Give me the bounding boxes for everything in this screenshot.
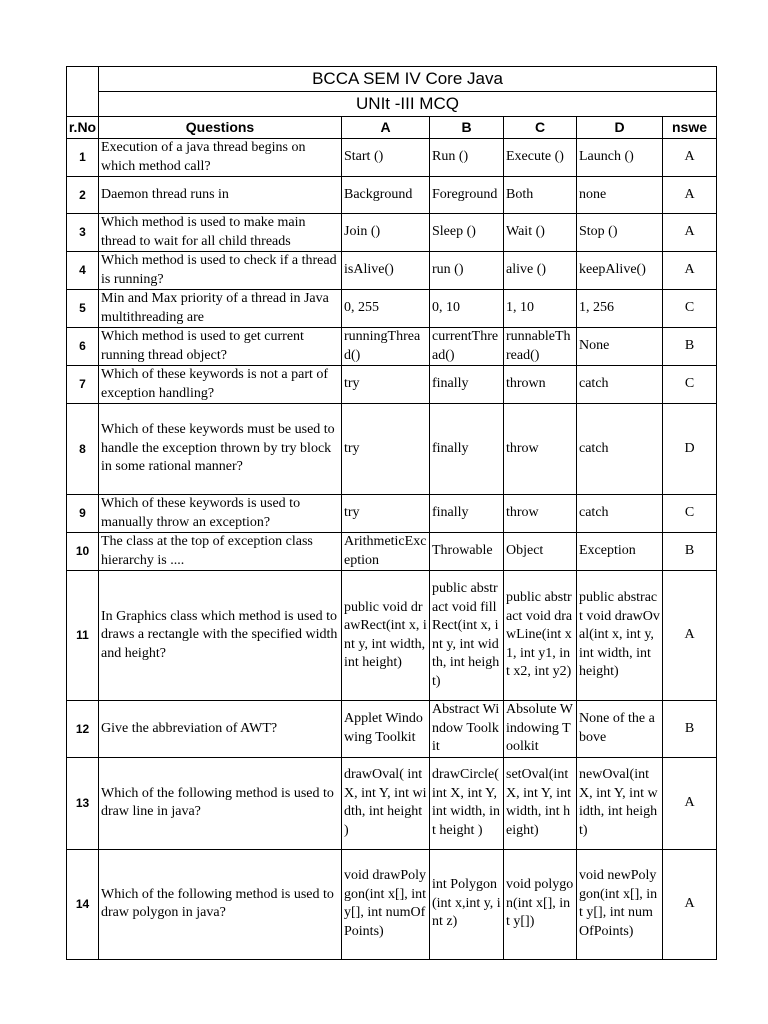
table-body [67,67,717,960]
question-text: Which of the following method is used to draw line in java? [99,757,342,849]
header-option-c: C [504,117,577,139]
option-c: void polygon(int x[], int y[]) [504,849,577,959]
question-text: Daemon thread runs in [99,177,342,214]
option-a: drawOval( int X, int Y, int width, int height ) [342,757,430,849]
option-c: 1, 10 [504,290,577,328]
option-d: Launch () [577,139,663,177]
table-row [67,571,717,701]
option-d: None [577,328,663,366]
question-text: Which of the following method is used to draw polygon in java? [99,849,342,959]
option-a: public void drawRect(int x, int y, int width, int height) [342,571,430,701]
option-b: finally [430,404,504,495]
answer-key: A [663,139,717,177]
option-b: Throwable [430,533,504,571]
answer-key: B [663,533,717,571]
header-option-a: A [342,117,430,139]
option-c: Object [504,533,577,571]
question-number: 3 [67,214,99,252]
question-number: 9 [67,495,99,533]
option-c: Wait () [504,214,577,252]
option-b: Foreground [430,177,504,214]
option-c: Execute () [504,139,577,177]
question-number: 4 [67,252,99,290]
question-number: 7 [67,366,99,404]
table-row [67,139,717,177]
answer-key: B [663,701,717,758]
table-row [67,757,717,849]
answer-key: C [663,290,717,328]
answer-key: A [663,177,717,214]
table-row [67,533,717,571]
question-number: 5 [67,290,99,328]
option-a: Start () [342,139,430,177]
header-row [67,117,717,139]
question-number: 10 [67,533,99,571]
option-d: newOval(int X, int Y, int width, int height) [577,757,663,849]
answer-key: A [663,252,717,290]
header-answer: nswe [663,117,717,139]
option-a: isAlive() [342,252,430,290]
option-b: 0, 10 [430,290,504,328]
sheet-title: BCCA SEM IV Core Java [99,67,717,92]
option-b: drawCircle( int X, int Y, int width, int height ) [430,757,504,849]
option-b: Run () [430,139,504,177]
option-b: public abstract void fillRect(int x, int y, int width, int height) [430,571,504,701]
question-text: In Graphics class which method is used to draws a rectangle with the specified width and height? [99,571,342,701]
question-number: 8 [67,404,99,495]
option-a: Applet Windowing Toolkit [342,701,430,758]
option-d: none [577,177,663,214]
question-number: 1 [67,139,99,177]
question-number: 13 [67,757,99,849]
option-a: try [342,404,430,495]
answer-key: B [663,328,717,366]
table-row [67,404,717,495]
option-c: thrown [504,366,577,404]
option-d: catch [577,366,663,404]
option-a: 0, 255 [342,290,430,328]
option-c: Both [504,177,577,214]
table-row [67,701,717,758]
option-d: 1, 256 [577,290,663,328]
option-b: run () [430,252,504,290]
option-c: runnableThread() [504,328,577,366]
option-c: Absolute Windowing Toolkit [504,701,577,758]
option-a: Background [342,177,430,214]
question-number: 14 [67,849,99,959]
option-d: void newPolygon(int x[], int y[], int numOfPoints) [577,849,663,959]
option-d: None of the above [577,701,663,758]
answer-key: A [663,214,717,252]
question-text: The class at the top of exception class hierarchy is .... [99,533,342,571]
question-text: Which of these keywords is used to manually throw an exception? [99,495,342,533]
question-text: Execution of a java thread begins on which method call? [99,139,342,177]
sheet-subtitle: UNIt -III MCQ [99,92,717,117]
table-row [67,252,717,290]
question-text: Which method is used to get current running thread object? [99,328,342,366]
header-srno: r.No [67,117,99,139]
answer-key: A [663,757,717,849]
question-number: 11 [67,571,99,701]
option-a: try [342,495,430,533]
table-row [67,177,717,214]
option-c: alive () [504,252,577,290]
option-d: keepAlive() [577,252,663,290]
table-row [67,214,717,252]
option-b: Abstract Window Toolkit [430,701,504,758]
option-a: try [342,366,430,404]
answer-key: D [663,404,717,495]
title-row-2 [67,92,717,117]
table-row [67,849,717,959]
header-option-d: D [577,117,663,139]
option-b: currentThread() [430,328,504,366]
answer-key: C [663,495,717,533]
option-c: throw [504,495,577,533]
option-b: int Polygon(int x,int y, int z) [430,849,504,959]
option-a: Join () [342,214,430,252]
option-c: setOval(int X, int Y, int width, int height) [504,757,577,849]
table-row [67,328,717,366]
option-d: public abstract void drawOval(int x, int y, int width, int height) [577,571,663,701]
title-blank-cell [67,67,99,117]
answer-key: C [663,366,717,404]
option-b: Sleep () [430,214,504,252]
option-d: Stop () [577,214,663,252]
option-d: catch [577,495,663,533]
option-b: finally [430,366,504,404]
option-d: Exception [577,533,663,571]
answer-key: A [663,571,717,701]
mcq-table [66,66,717,960]
title-row-1 [67,67,717,92]
option-a: runningThread() [342,328,430,366]
answer-key: A [663,849,717,959]
option-c: public abstract void drawLine(int x1, int y1, int x2, int y2) [504,571,577,701]
question-number: 2 [67,177,99,214]
question-text: Min and Max priority of a thread in Java multithreading are [99,290,342,328]
table-row [67,495,717,533]
question-text: Which method is used to check if a thread is running? [99,252,342,290]
table-row [67,366,717,404]
option-d: catch [577,404,663,495]
header-option-b: B [430,117,504,139]
option-a: ArithmeticException [342,533,430,571]
option-b: finally [430,495,504,533]
header-questions: Questions [99,117,342,139]
option-c: throw [504,404,577,495]
question-number: 12 [67,701,99,758]
question-number: 6 [67,328,99,366]
question-text: Which of these keywords is not a part of exception handling? [99,366,342,404]
table-row [67,290,717,328]
question-text: Give the abbreviation of AWT? [99,701,342,758]
question-text: Which of these keywords must be used to handle the exception thrown by try block in some rational manner? [99,404,342,495]
question-text: Which method is used to make main thread to wait for all child threads [99,214,342,252]
option-a: void drawPolygon(int x[], int y[], int numOfPoints) [342,849,430,959]
